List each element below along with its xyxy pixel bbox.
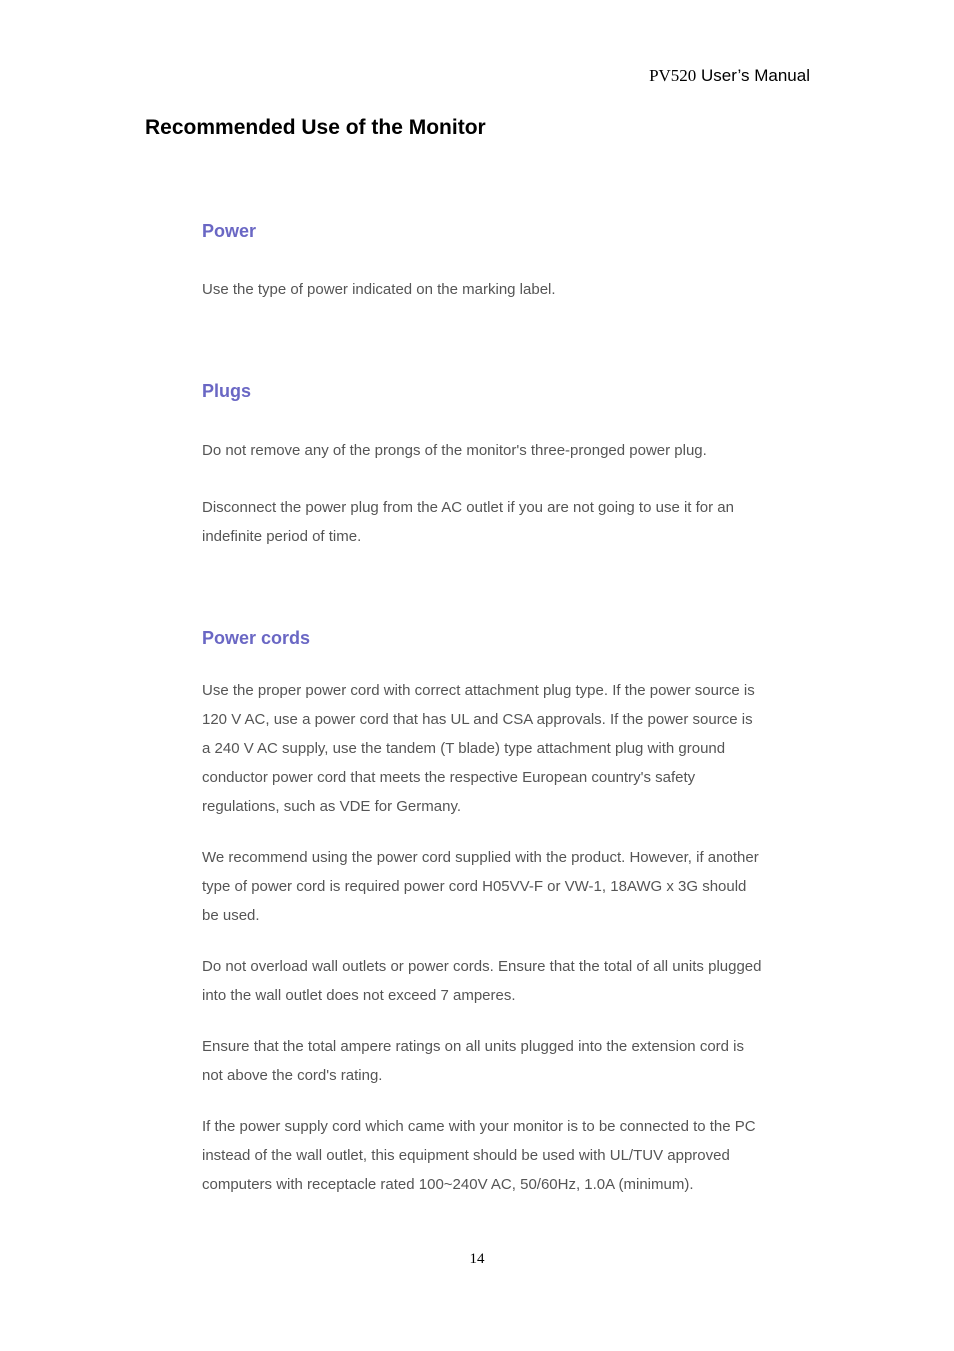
- section-heading-plugs: Plugs: [202, 381, 252, 401]
- paragraph: Ensure that the total ampere ratings on all units plugged into the extension cord is not above the cord's rating.: [202, 1038, 744, 1084]
- paragraph: Do not overload wall outlets or power cords. Ensure that the total of all units plugged into the wall outlet does not exceed 7 amperes.: [202, 958, 762, 1004]
- section-heading-power-cords: Power cords: [202, 628, 311, 648]
- paragraph: Use the type of power indicated on the marking label.: [202, 281, 556, 298]
- page-header: [649, 66, 810, 86]
- paragraph: We recommend using the power cord supplied with the product. However, if another type of power cord is required power cord H05VV-F or VW-1, 18AWG x 3G should be used.: [202, 849, 759, 924]
- page-number: 14: [469, 1251, 485, 1267]
- model-name: PV520: [649, 66, 697, 85]
- paragraph: Use the proper power cord with correct attachment plug type. If the power source is 120 V AC, use a power cord that has UL and CSA approvals. If the power source is a 240 V AC supply, use the tandem (T blade) type attachment plug with ground conductor power cord that meets the respective European country's safety regulations, such as VDE for Germany.: [202, 682, 755, 815]
- paragraph: If the power supply cord which came with your monitor is to be connected to the PC instead of the wall outlet, this equipment should be used with UL/TUV approved computers with receptacle rated 100~240V AC, 50/60Hz, 1.0A (minimum).: [202, 1118, 756, 1193]
- paragraph: Disconnect the power plug from the AC outlet if you are not going to use it for an indefinite period of time.: [202, 499, 734, 545]
- section-heading-power: Power: [202, 221, 257, 241]
- page-title: Recommended Use of the Monitor: [145, 116, 486, 139]
- paragraph: Do not remove any of the prongs of the monitor's three-pronged power plug.: [202, 442, 707, 459]
- manual-title: User’s Manual: [696, 66, 810, 85]
